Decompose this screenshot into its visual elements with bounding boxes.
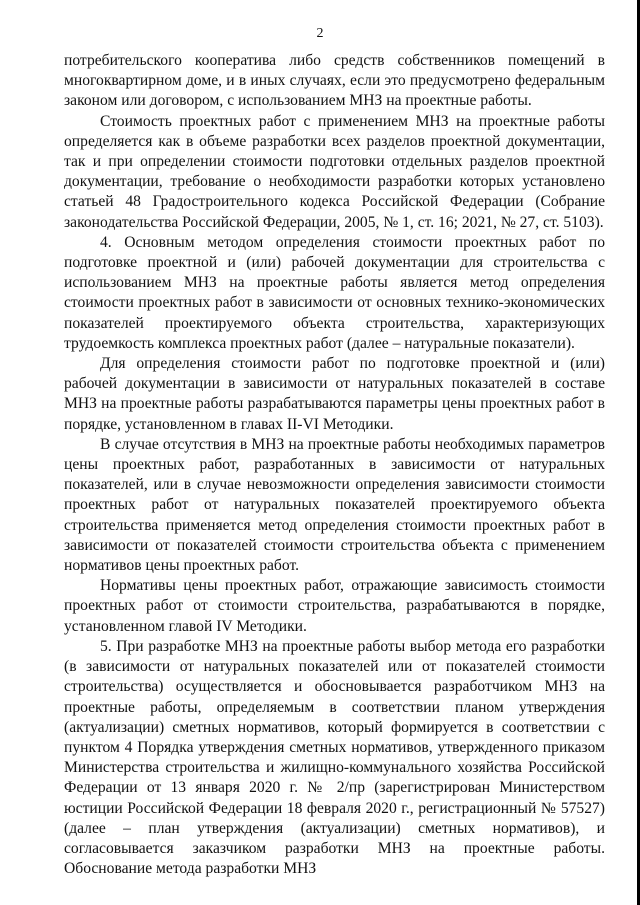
paragraph-item-5: 5. При разработке МНЗ на проектные работы выбор метода его разработки (в зависимости от натуральных показателей или от показателей стоимости строительства) осуществляется и обосновывается разработчиком МНЗ на проектные работы, определяемым в соответствии планом утверждения (актуализации) сметных нормативов, который формируется в соответствии с пунктом 4 Порядка утверждения сметных нормативов, утвержденного приказом Министерства строительства и жилищно-коммунального хозяйства Российской Федерации от 13 января 2020 г. № 2/пр (зарегистрирован Министерством юстиции Российской Федерации 18 февраля 2020 г., регистрационный № 57527) (далее – план утверждения (актуализации) сметных нормативов), и согласовывается заказчиком разработки МНЗ на проектные работы. Обоснование метода разработки МНЗ: [64, 637, 605, 878]
body-text: [64, 51, 605, 879]
paragraph-item-4: 4. Основным методом определения стоимости проектных работ по подготовке проектной и (или) рабочей документации для строительства с использованием МНЗ на проектные работы является метод определения стоимости проектных работ в зависимости от основных технико-экономических показателей проектируемого объекта строительства, характеризующих трудоемкость комплекса проектных работ (далее – натуральные показатели).: [64, 233, 605, 352]
paragraph-cost-determination: Стоимость проектных работ с применением МНЗ на проектные работы определяется как в объеме разработки всех разделов проектной документации, так и при определении стоимости подготовки отдельных разделов проектной документации, требование о необходимости разработки которых установлено статьей 48 Градостроительного кодекса Российской Федерации (Собрание законодательства Российской Федерации, 2005, № 1, ст. 16; 2021, № 27, ст. 5103).: [64, 112, 605, 231]
paragraph-continuation: потребительского кооператива либо средств собственников помещений в многоквартирном доме, и в иных случаях, если это предусмотрено федеральным законом или договором, с использованием МНЗ на проектные работы.: [64, 52, 605, 110]
paragraph-price-parameters: Для определения стоимости работ по подготовке проектной и (или) рабочей документации в зависимости от натуральных показателей в составе МНЗ на проектные работы разрабатываются параметры цены проектных работ в порядке, установленном в главах II-VI Методики.: [64, 355, 605, 433]
page-number: 2: [316, 26, 324, 41]
paragraph-price-norms: Нормативы цены проектных работ, отражающие зависимость стоимости проектных работ от стоимости строительства, разрабатываются в порядке, установленном главой IV Методики.: [64, 577, 605, 635]
paragraph-absence-case: В случае отсутствия в МНЗ на проектные работы необходимых параметров цены проектных работ, разработанных в зависимости от натуральных показателей, или в случае невозможности определения зависимости стоимости проектных работ от натуральных показателей проектируемого объекта строительства применяется метод определения стоимости проектных работ в зависимости от показателей стоимости строительства объекта с применением нормативов цены проектных работ.: [64, 435, 605, 575]
